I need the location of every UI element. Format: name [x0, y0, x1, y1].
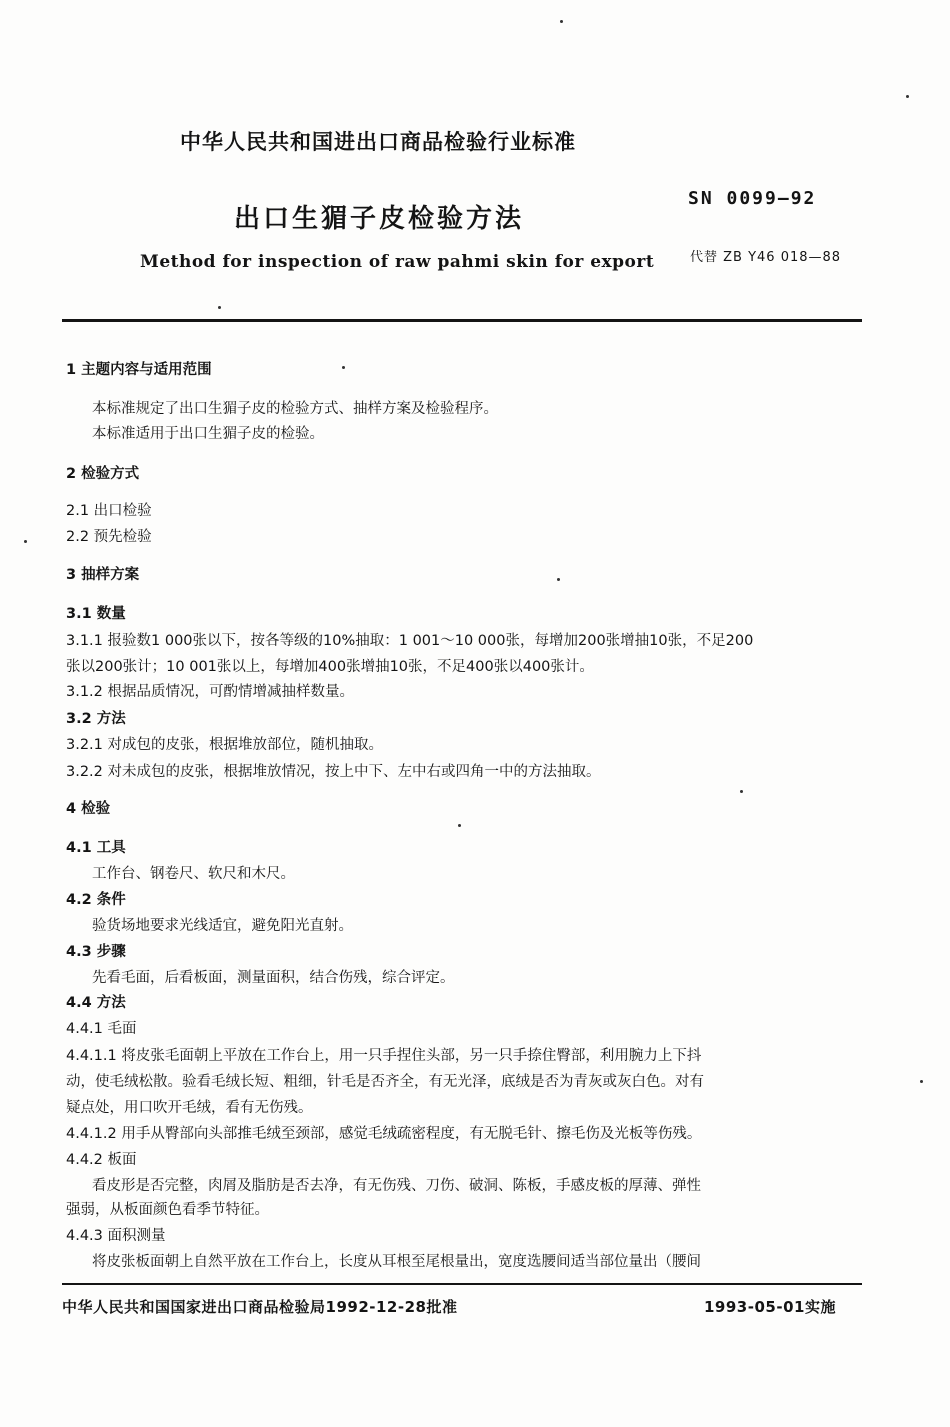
issuing-authority: 中华人民共和国进出口商品检验行业标准 [180, 130, 576, 154]
paragraph-line: 张以200张计；10 001张以上，每增加400张增抽10张，不足400张以400张计。 [66, 659, 594, 675]
scan-speck [557, 578, 560, 581]
section-heading: 1 主题内容与适用范围 [66, 362, 212, 378]
scan-speck [740, 790, 743, 793]
paragraph-line: 动，使毛绒松散。验看毛绒长短、粗细，针毛是否齐全，有无光泽，底绒是否为青灰或灰白色。对有 [66, 1074, 704, 1090]
replaces-standard: 代替 ZB Y46 018—88 [690, 250, 842, 265]
clause-heading: 4.2 条件 [66, 892, 126, 908]
section-heading: 4 检验 [66, 801, 111, 817]
clause-line: 2.2 预先检验 [66, 529, 152, 545]
clause-line: 3.1.2 根据品质情况，可酌情增减抽样数量。 [66, 684, 355, 700]
effective-date: 1993-05-01实施 [704, 1298, 836, 1316]
section-heading: 3 抽样方案 [66, 567, 140, 583]
scan-speck [24, 540, 27, 543]
paragraph-line: 疑点处，用口吹开毛绒，看有无伤残。 [66, 1100, 313, 1116]
clause-line: 4.4.1 毛面 [66, 1021, 137, 1037]
clause-line: 3.2.1 对成包的皮张，根据堆放部位，随机抽取。 [66, 737, 384, 753]
section-heading: 2 检验方式 [66, 466, 140, 482]
clause-line: 4.4.3 面积测量 [66, 1228, 166, 1244]
scan-speck [920, 1080, 923, 1083]
standard-number: SN 0099—92 [688, 188, 817, 209]
paragraph-line: 将皮张板面朝上自然平放在工作台上，长度从耳根至尾根量出，宽度选腰间适当部位量出（腰间 [92, 1254, 701, 1270]
clause-heading: 4.3 步骤 [66, 944, 126, 960]
paragraph-line: 先看毛面，后看板面，测量面积，结合伤残，综合评定。 [92, 970, 455, 986]
clause-heading: 4.4 方法 [66, 995, 126, 1011]
footer-rule [62, 1283, 862, 1285]
paragraph-line: 强弱，从板面颜色看季节特征。 [66, 1202, 269, 1218]
document-title-en: Method for inspection of raw pahmi skin for export [140, 252, 655, 272]
paragraph-line: 本标准适用于出口生猸子皮的检验。 [92, 426, 324, 442]
clause-line: 3.1.1 报验数1 000张以下，按各等级的10%抽取：1 001～10 000张，每增加200张增抽10张，不足200 [66, 633, 754, 649]
scan-speck [906, 95, 909, 98]
scan-speck [218, 306, 221, 309]
clause-line: 4.4.2 板面 [66, 1152, 137, 1168]
scan-speck [342, 366, 345, 369]
clause-line: 4.4.1.1 将皮张毛面朝上平放在工作台上，用一只手捏住头部，另一只手捺住臀部，利用腕力上下抖 [66, 1048, 702, 1064]
clause-heading: 4.1 工具 [66, 840, 126, 856]
document-title-cn: 出口生猸子皮检验方法 [234, 204, 525, 234]
approval-date: 中华人民共和国国家进出口商品检验局1992-12-28批准 [62, 1298, 458, 1316]
clause-heading: 3.1 数量 [66, 606, 126, 622]
scan-speck [560, 20, 563, 23]
paragraph-line: 验货场地要求光线适宜，避免阳光直射。 [92, 918, 353, 934]
clause-line: 3.2.2 对未成包的皮张，根据堆放情况，按上中下、左中右或四角一中的方法抽取。 [66, 764, 601, 780]
clause-heading: 3.2 方法 [66, 711, 126, 727]
scan-speck [458, 824, 461, 827]
clause-line: 4.4.1.2 用手从臀部向头部推毛绒至颈部，感觉毛绒疏密程度，有无脱毛针、擦毛伤及光板等伤残。 [66, 1126, 702, 1142]
header-rule [62, 319, 862, 322]
clause-line: 2.1 出口检验 [66, 503, 152, 519]
paragraph-line: 本标准规定了出口生猸子皮的检验方式、抽样方案及检验程序。 [92, 401, 498, 417]
paragraph-line: 看皮形是否完整，肉屑及脂肪是否去净，有无伤残、刀伤、破洞、陈板，手感皮板的厚薄、弹性 [92, 1178, 701, 1194]
paragraph-line: 工作台、钢卷尺、软尺和木尺。 [92, 866, 295, 882]
